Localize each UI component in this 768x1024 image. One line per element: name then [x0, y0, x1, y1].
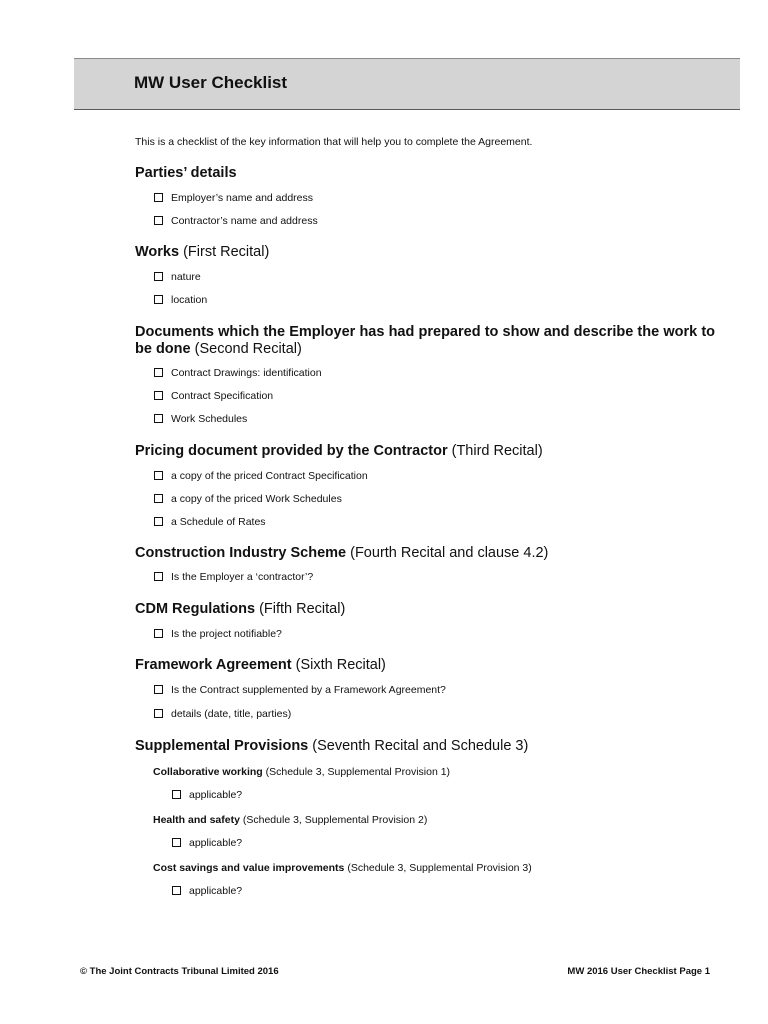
checkbox[interactable]	[154, 494, 163, 503]
checkbox[interactable]	[154, 572, 163, 581]
checkbox[interactable]	[154, 295, 163, 304]
checkbox[interactable]	[154, 414, 163, 423]
checklist-item: a Schedule of Rates	[154, 516, 266, 529]
checkbox[interactable]	[154, 216, 163, 225]
section-heading-works: Works (First Recital)	[135, 244, 270, 260]
checklist-item: a copy of the priced Work Schedules	[154, 493, 342, 506]
checkbox[interactable]	[154, 471, 163, 480]
section-heading-parties: Parties’ details	[135, 165, 237, 181]
checkbox[interactable]	[154, 391, 163, 400]
checkbox[interactable]	[154, 272, 163, 281]
subsection-heading: Health and safety (Schedule 3, Supplemental Provision 2)	[153, 814, 428, 826]
checklist-item: Contractor’s name and address	[154, 215, 318, 228]
checklist-item: Contract Specification	[154, 390, 273, 403]
title-band	[74, 58, 740, 110]
checklist-item: Work Schedules	[154, 413, 247, 426]
checklist-item: nature	[154, 271, 201, 284]
checklist-item: applicable?	[172, 789, 242, 802]
section-heading-supplemental: Supplemental Provisions (Seventh Recital and Schedule 3)	[135, 738, 529, 754]
checklist-item: Is the Employer a ‘contractor’?	[154, 571, 313, 584]
section-heading-framework: Framework Agreement (Sixth Recital)	[135, 657, 386, 673]
footer-page-number: MW 2016 User Checklist Page 1	[567, 966, 710, 977]
section-heading-pricing: Pricing document provided by the Contractor (Third Recital)	[135, 443, 543, 459]
checkbox[interactable]	[172, 838, 181, 847]
checklist-item: a copy of the priced Contract Specification	[154, 470, 368, 483]
section-heading-cis: Construction Industry Scheme (Fourth Recital and clause 4.2)	[135, 545, 549, 561]
checkbox[interactable]	[154, 517, 163, 526]
footer-copyright: © The Joint Contracts Tribunal Limited 2016	[80, 966, 279, 977]
section-heading-documents: Documents which the Employer has had prepared to show and describe the work to be done (Second Recital)	[135, 324, 715, 357]
subsection-heading: Collaborative working (Schedule 3, Supplemental Provision 1)	[153, 766, 451, 778]
checklist-item: applicable?	[172, 837, 242, 850]
checklist-item: Employer’s name and address	[154, 192, 313, 205]
checklist-item: Is the Contract supplemented by a Framework Agreement?	[154, 684, 446, 697]
intro-text: This is a checklist of the key information that will help you to complete the Agreement.	[135, 136, 533, 148]
checkbox[interactable]	[154, 629, 163, 638]
checklist-item: applicable?	[172, 885, 242, 898]
section-heading-cdm: CDM Regulations (Fifth Recital)	[135, 601, 346, 617]
checklist-item: Contract Drawings: identification	[154, 367, 322, 380]
page-title: MW User Checklist	[134, 73, 288, 92]
checkbox[interactable]	[154, 193, 163, 202]
checkbox[interactable]	[172, 886, 181, 895]
checkbox[interactable]	[172, 790, 181, 799]
checklist-item: Is the project notifiable?	[154, 628, 282, 641]
checklist-item: details (date, title, parties)	[154, 708, 291, 721]
checkbox[interactable]	[154, 709, 163, 718]
subsection-heading: Cost savings and value improvements (Schedule 3, Supplemental Provision 3)	[153, 862, 532, 874]
checkbox[interactable]	[154, 685, 163, 694]
checkbox[interactable]	[154, 368, 163, 377]
checklist-item: location	[154, 294, 207, 307]
